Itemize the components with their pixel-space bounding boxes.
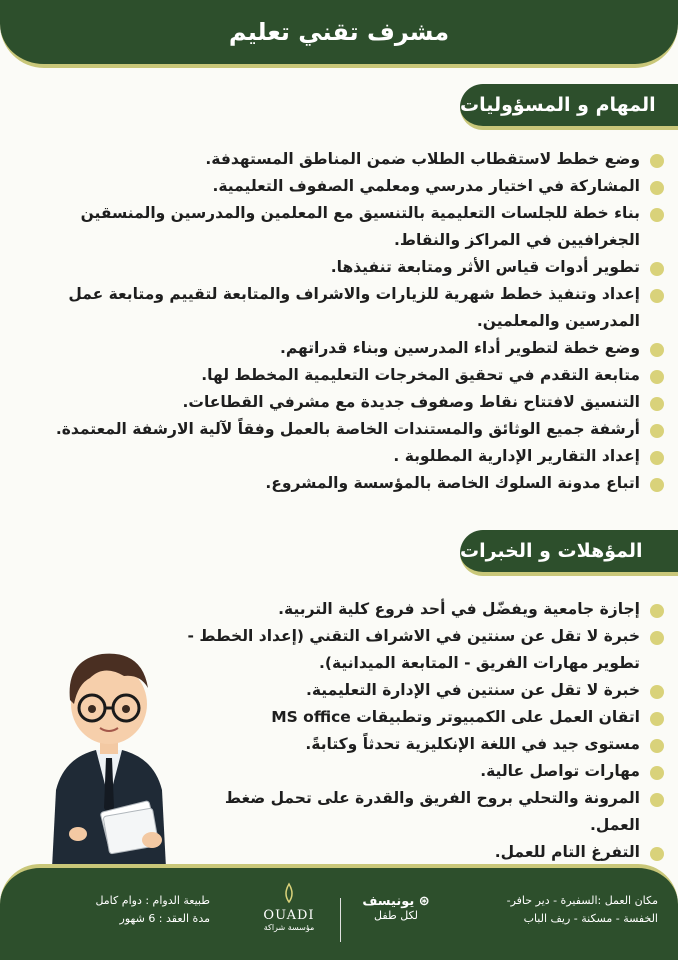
list-item-text: إجازة جامعية ويفضّل في أحد فروع كلية التربية.: [278, 600, 640, 618]
contract-block: [30, 892, 210, 928]
list-item-text: التنسيق لافتتاح نقاط وصفوف جديدة مع مشرفي القطاعات.: [182, 393, 640, 411]
list-item: [186, 623, 666, 677]
list-item-text: تطوير أدوات قياس الأثر ومتابعة تنفيذها.: [330, 258, 640, 276]
list-item-text: اتباع مدونة السلوك الخاصة بالمؤسسة والمشروع.: [265, 474, 640, 492]
list-item-text: متابعة التقدم في تحقيق المخرجات التعليمية المخطط لها.: [201, 366, 640, 384]
ouadi-tagline: مؤسسة شراكة: [263, 923, 315, 932]
list-item: [16, 362, 666, 389]
bullet-dot: [650, 685, 664, 699]
globe-icon: ⊛: [418, 894, 430, 909]
list-item: [186, 596, 666, 623]
ouadi-logo: [254, 882, 324, 932]
bullet-dot: [650, 766, 664, 780]
unicef-logo: [356, 894, 436, 922]
footer-bar: [0, 864, 678, 960]
contract-duration: مدة العقد : 6 شهور: [119, 912, 210, 925]
bullet-dot: [650, 631, 664, 645]
bullet-dot: [650, 478, 664, 492]
list-item-text: خبرة لا تقل عن سنتين في الاشراف التقني (إعداد الخطط - تطوير مهارات الفريق - المتابعة الميدانية).: [187, 627, 640, 672]
page-title: مشرف تقني تعليم: [228, 18, 450, 46]
qualifications-header: [460, 530, 678, 576]
location-line-1: مكان العمل :السفيرة - دير حافر-: [506, 894, 658, 907]
list-item: [186, 758, 666, 785]
location-line-2: الخفسة - مسكنة - ريف الباب: [523, 912, 658, 925]
qualifications-heading: المؤهلات و الخبرات: [460, 540, 643, 562]
list-item-text: المشاركة في اختيار مدرسي ومعلمي الصفوف التعليمية.: [212, 177, 640, 195]
list-item-text: التفرغ التام للعمل.: [494, 843, 640, 861]
list-item-text: إعداد التقارير الإدارية المطلوبة .: [393, 447, 640, 465]
list-item-text: أرشفة جميع الوثائق والمستندات الخاصة بالعمل وفقاً لآلية الارشفة المعتمدة.: [55, 420, 640, 438]
qualifications-list: [186, 596, 666, 866]
list-item: [16, 200, 666, 254]
bullet-dot: [650, 208, 664, 222]
list-item-text: إعداد وتنفيذ خطط شهرية للزيارات والاشراف والمتابعة لتقييم ومتابعة عمل المدرسين والمعلمين.: [68, 285, 640, 330]
bullet-dot: [650, 370, 664, 384]
list-item-text: وضع خطط لاستقطاب الطلاب ضمن المناطق المستهدفة.: [205, 150, 640, 168]
bullet-dot: [650, 712, 664, 726]
list-item-text: وضع خطة لتطوير أداء المدرسين وبناء قدراتهم.: [279, 339, 640, 357]
work-type: طبيعة الدوام : دوام كامل: [95, 894, 210, 907]
list-item-text: خبرة لا تقل عن سنتين في الإدارة التعليمية.: [305, 681, 640, 699]
list-item: [16, 146, 666, 173]
bullet-dot: [650, 793, 664, 807]
responsibilities-header: [460, 84, 678, 130]
list-item: [16, 389, 666, 416]
list-item: [186, 677, 666, 704]
list-item-text: المرونة والتحلي بروح الفريق والقدرة على تحمل ضغط العمل.: [224, 789, 640, 834]
bullet-dot: [650, 739, 664, 753]
bullet-dot: [650, 604, 664, 618]
teacher-illustration: [44, 640, 174, 868]
list-item-text: مهارات تواصل عالية.: [480, 762, 640, 780]
bullet-dot: [650, 289, 664, 303]
bullet-dot: [650, 343, 664, 357]
ouadi-name: OUADI: [263, 908, 315, 923]
list-item: [16, 254, 666, 281]
unicef-tagline: لكل طفل: [374, 909, 418, 922]
bullet-dot: [650, 181, 664, 195]
bullet-dot: [650, 154, 664, 168]
list-item: [16, 416, 666, 443]
leaf-icon: [279, 882, 299, 904]
responsibilities-heading: المهام و المسؤوليات: [460, 94, 656, 116]
list-item-text: مستوى جيد في اللغة الإنكليزية تحدثاً وكتابةً.: [305, 735, 640, 753]
bullet-dot: [650, 847, 664, 861]
list-item-text: اتقان العمل على الكمبيوتر وتطبيقات MS office: [271, 708, 640, 726]
bullet-dot: [650, 262, 664, 276]
list-item-text: بناء خطة للجلسات التعليمية بالتنسيق مع المعلمين والمدرسين والمنسقين الجغرافيين في المراكز والنقاط.: [80, 204, 640, 249]
list-item: [186, 785, 666, 839]
responsibilities-list: [16, 146, 666, 497]
list-item: [16, 173, 666, 200]
title-banner: [0, 0, 678, 68]
list-item: [186, 839, 666, 866]
list-item: [186, 704, 666, 731]
bullet-dot: [650, 397, 664, 411]
list-item: [16, 281, 666, 335]
list-item: [16, 470, 666, 497]
list-item: [16, 335, 666, 362]
footer-divider: [340, 898, 341, 942]
list-item: [186, 731, 666, 758]
list-item: [16, 443, 666, 470]
unicef-name: يونيسف: [362, 894, 415, 909]
bullet-dot: [650, 451, 664, 465]
bullet-dot: [650, 424, 664, 438]
location-block: [468, 892, 658, 928]
